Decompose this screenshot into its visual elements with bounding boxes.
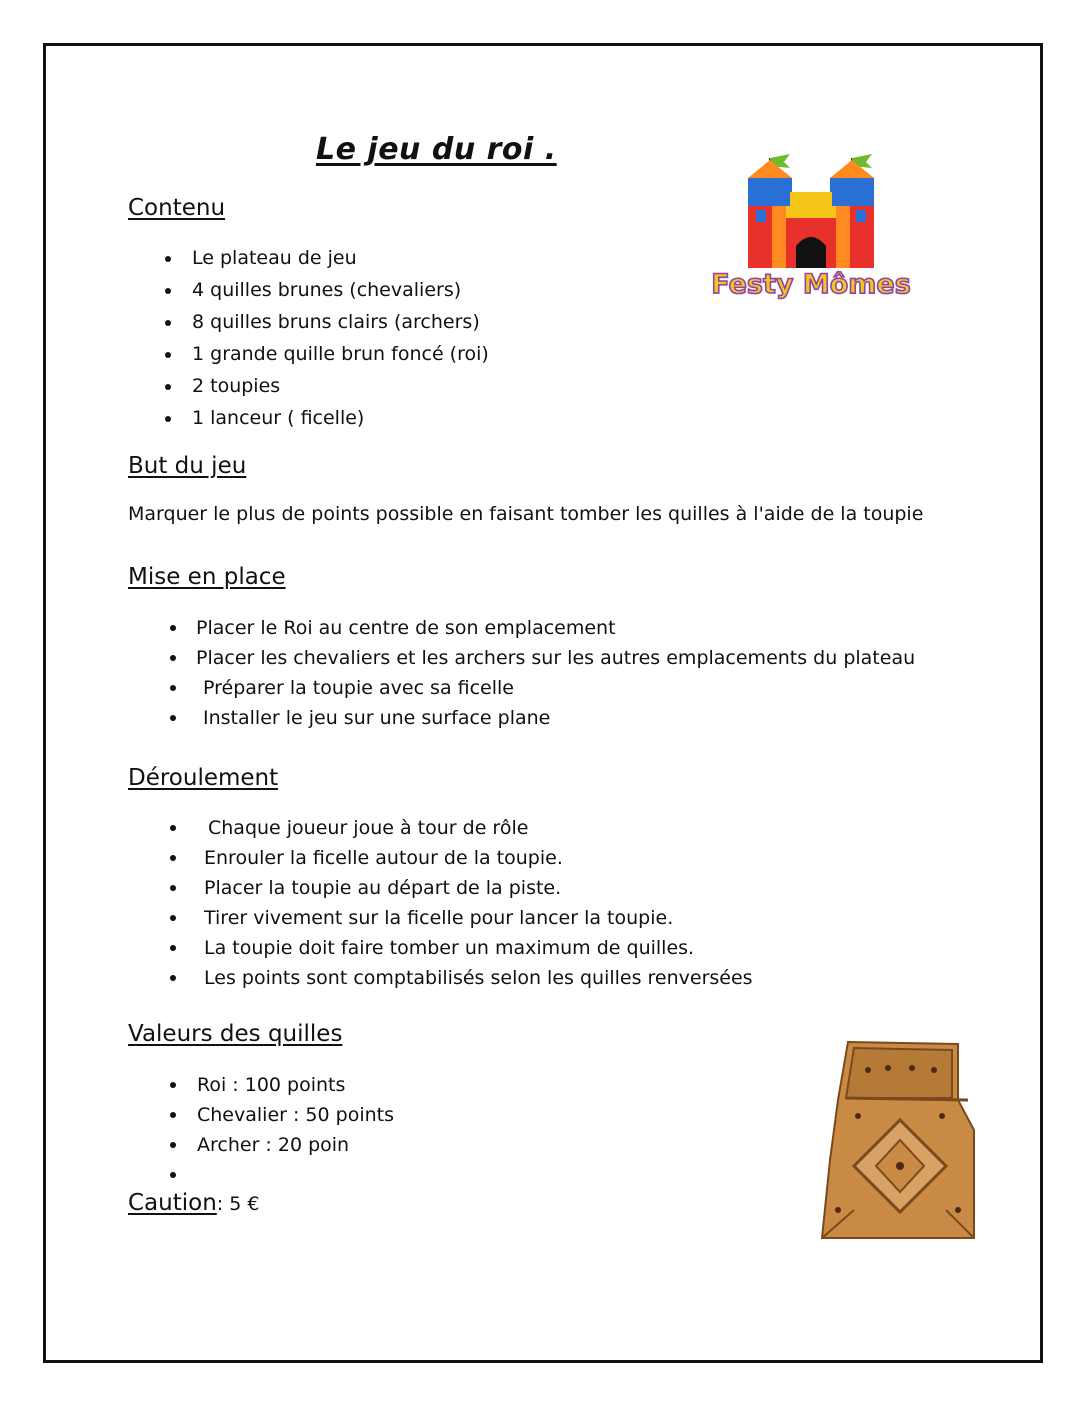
bullet-icon [170, 1112, 176, 1118]
page-title: Le jeu du roi . [316, 132, 557, 167]
list-item: Installer le jeu sur une surface plane [196, 703, 915, 733]
list-item [197, 1160, 394, 1190]
list-item: Chevalier : 50 points [197, 1100, 394, 1130]
mise-en-place-list [196, 613, 915, 733]
bullet-icon [165, 320, 171, 326]
logo-text: Festy Mômes [711, 269, 911, 300]
list-item: 8 quilles bruns clairs (archers) [192, 306, 489, 338]
bullet-icon [165, 416, 171, 422]
valeurs-list [197, 1070, 394, 1190]
bullet-icon [170, 825, 176, 831]
list-item: Enrouler la ficelle autour de la toupie. [204, 843, 753, 873]
bullet-icon [170, 855, 176, 861]
bullet-icon [170, 885, 176, 891]
bullet-icon [170, 915, 176, 921]
caution-value: : 5 € [216, 1193, 260, 1215]
heading-mise-en-place: Mise en place [128, 564, 286, 590]
list-item: 1 grande quille brun foncé (roi) [192, 338, 489, 370]
list-item: La toupie doit faire tomber un maximum de quilles. [204, 933, 753, 963]
list-item: Préparer la toupie avec sa ficelle [196, 673, 915, 703]
bullet-icon [170, 655, 176, 661]
list-item: 1 lanceur ( ficelle) [192, 402, 489, 434]
bullet-icon [170, 715, 176, 721]
heading-contenu: Contenu [128, 195, 226, 221]
list-item: Placer la toupie au départ de la piste. [204, 873, 753, 903]
list-item: 2 toupies [192, 370, 489, 402]
list-item: Le plateau de jeu [192, 242, 489, 274]
caution-label: Caution [128, 1190, 217, 1216]
but-du-jeu-text: Marquer le plus de points possible en faisant tomber les quilles à l'aide de la toupie [128, 503, 924, 525]
bullet-icon [170, 945, 176, 951]
bullet-icon [170, 685, 176, 691]
caution [128, 1190, 259, 1216]
heading-valeurs-des-quilles: Valeurs des quilles [128, 1021, 343, 1047]
bullet-icon [165, 352, 171, 358]
list-item: Chaque joueur joue à tour de rôle [204, 813, 753, 843]
bullet-icon [165, 384, 171, 390]
contenu-list [192, 242, 489, 434]
list-item: Roi : 100 points [197, 1070, 394, 1100]
list-item: Placer les chevaliers et les archers sur les autres emplacements du plateau [196, 643, 915, 673]
deroulement-list [204, 813, 753, 993]
list-item: 4 quilles brunes (chevaliers) [192, 274, 489, 306]
heading-but-du-jeu: But du jeu [128, 453, 247, 479]
bullet-icon [165, 288, 171, 294]
list-item: Les points sont comptabilisés selon les quilles renversées [204, 963, 753, 993]
bullet-icon [170, 1172, 176, 1178]
bullet-icon [170, 1082, 176, 1088]
list-item: Archer : 20 poin [197, 1130, 394, 1160]
bullet-icon [170, 1142, 176, 1148]
bullet-icon [165, 256, 171, 262]
heading-deroulement: Déroulement [128, 765, 279, 791]
bullet-icon [170, 975, 176, 981]
list-item: Tirer vivement sur la ficelle pour lancer la toupie. [204, 903, 753, 933]
festy-momes-logo [711, 148, 911, 306]
bullet-icon [170, 625, 176, 631]
game-board-image [818, 1040, 980, 1240]
list-item: Placer le Roi au centre de son emplacement [196, 613, 915, 643]
